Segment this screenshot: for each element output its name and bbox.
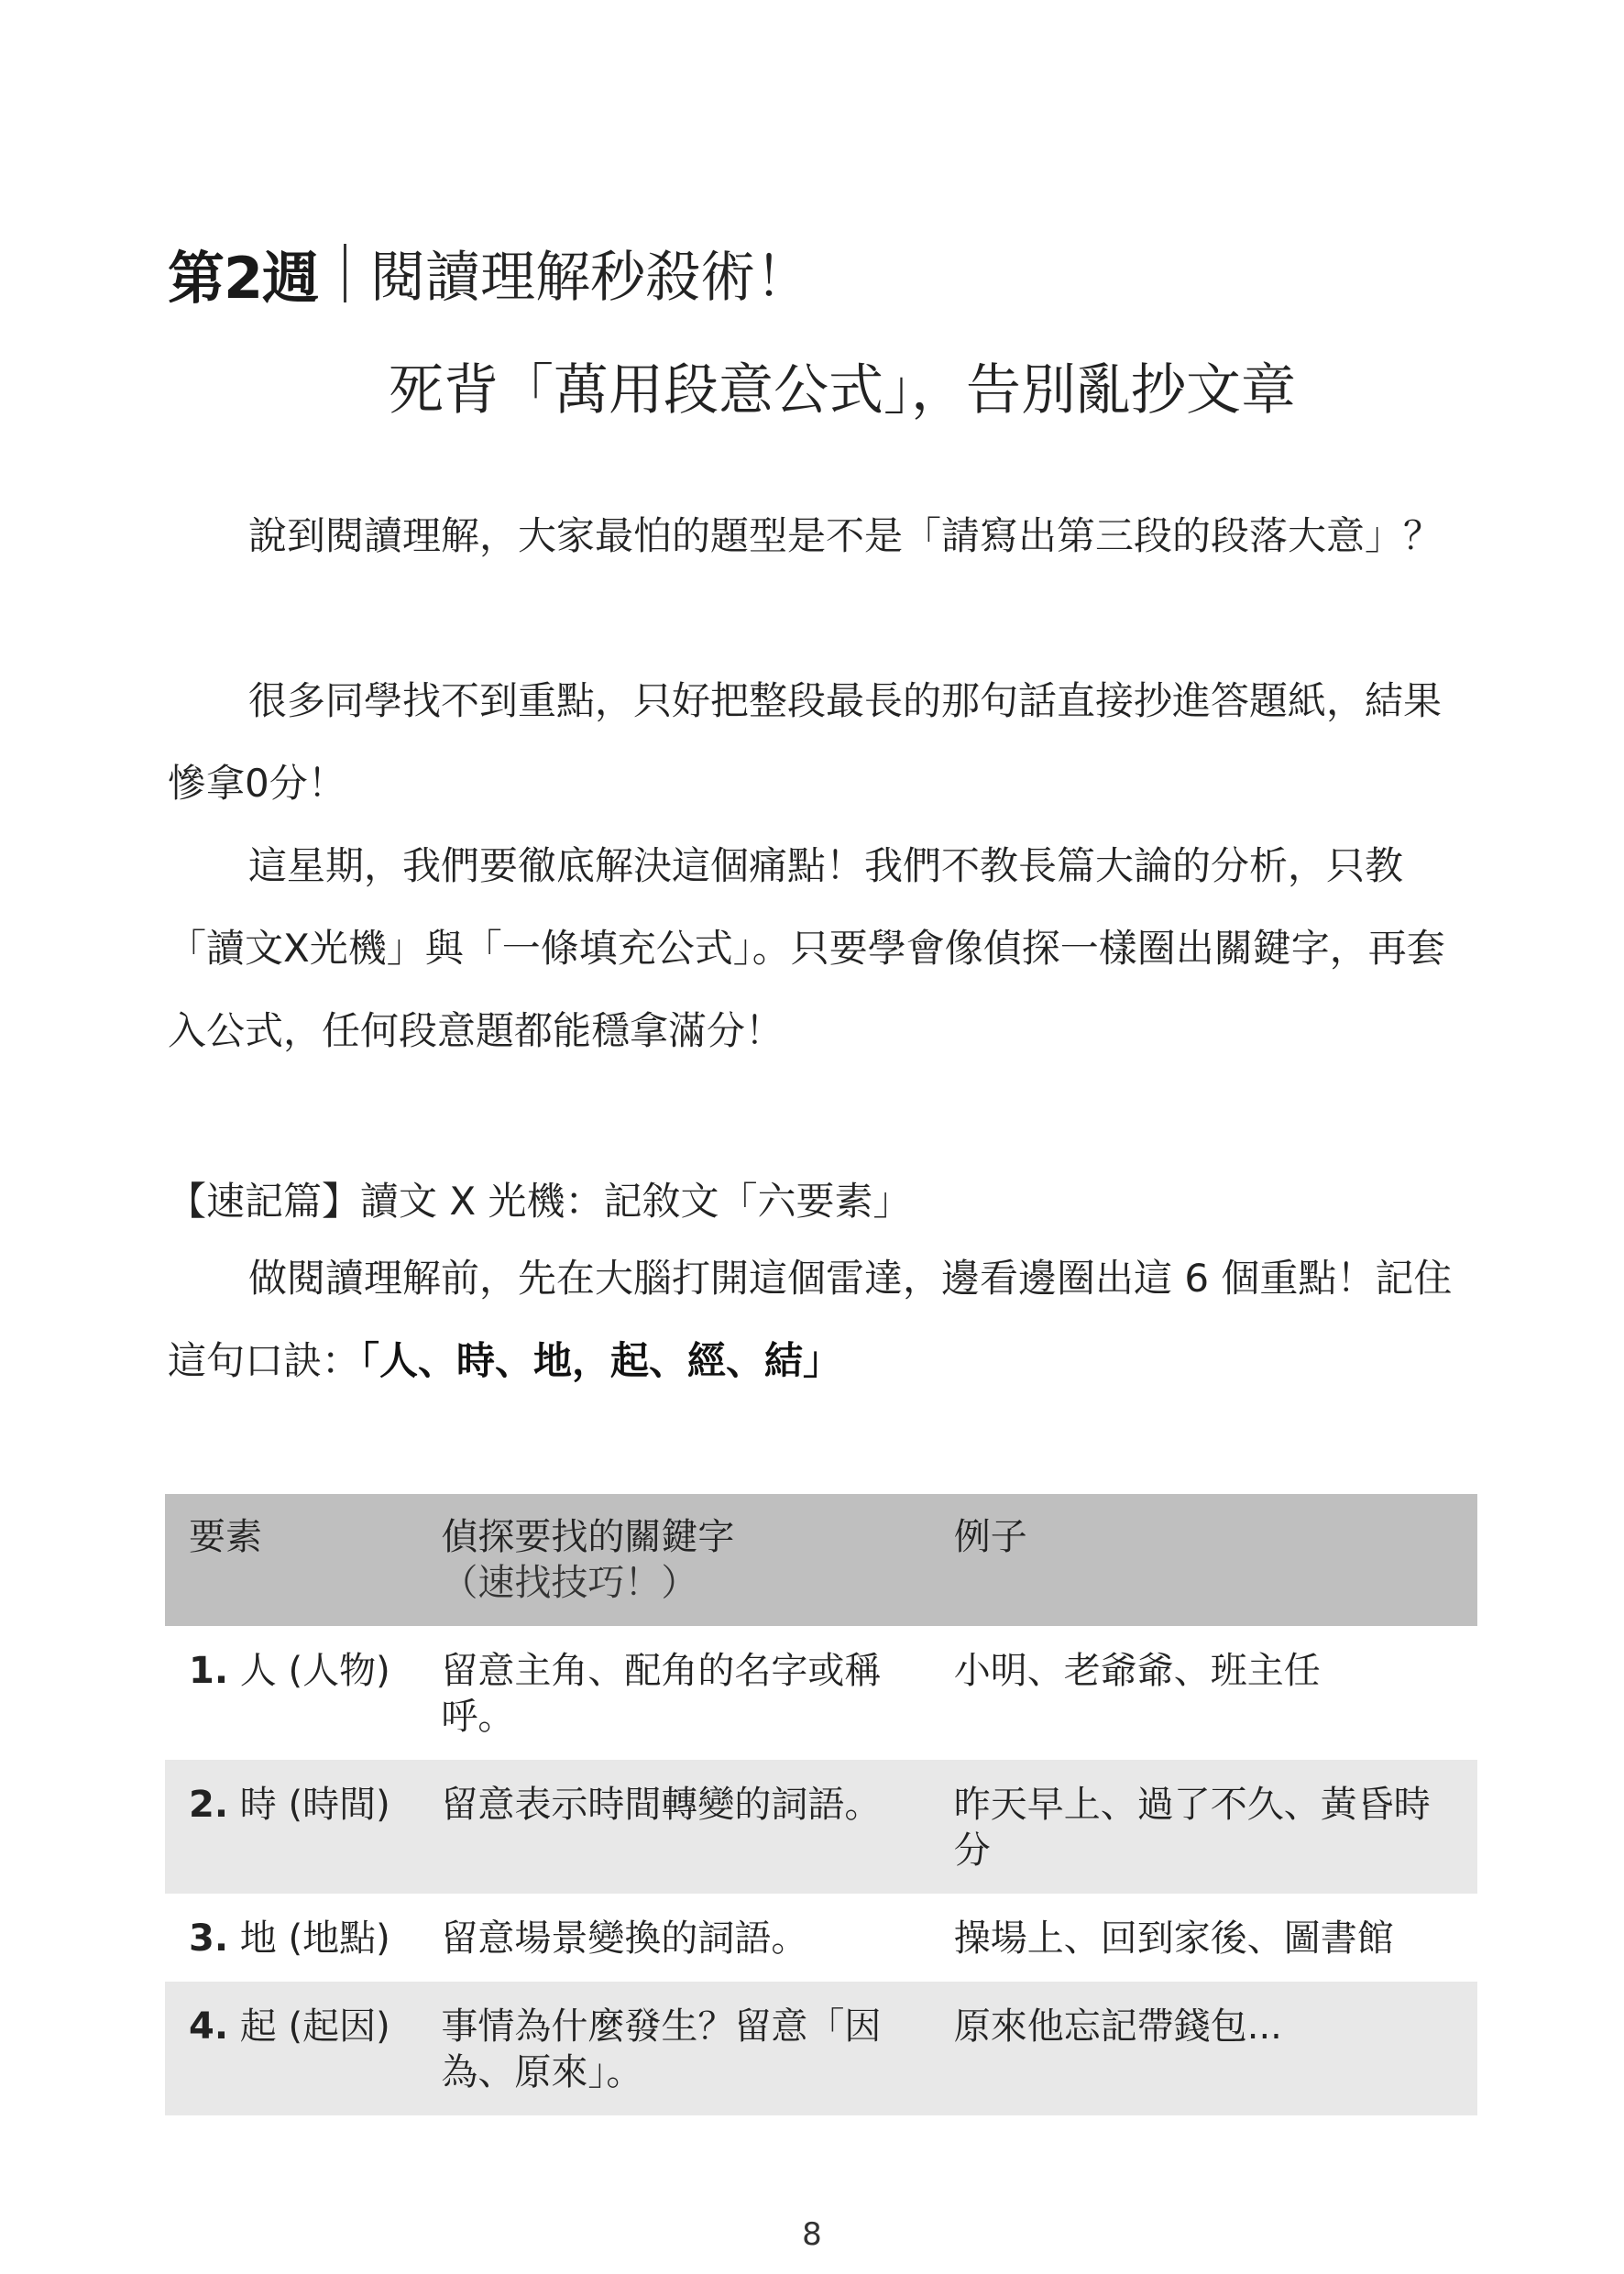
table-row: [165, 1626, 1477, 1760]
section-paragraph-text: 做閱讀理解前，先在大腦打開這個雷達，邊看邊圈出這 6 個重點！記住這句口訣：: [168, 1256, 1453, 1383]
header-keyword-title: 偵探要找的關鍵字: [441, 1516, 735, 1558]
row-element-name: 時 (時間): [239, 1784, 390, 1826]
intro-paragraph-2-text: 很多同學找不到重點，只好把整段最長的那句話直接抄進答題紙，結果慘拿0分！: [168, 678, 1443, 806]
header-element: 要素: [165, 1494, 417, 1626]
chapter-title-line-1: 閱讀理解秒殺術！: [370, 246, 811, 310]
section-paragraph: [168, 1237, 1469, 1402]
week-label: 第2週: [168, 244, 319, 312]
row-keyword: 事情為什麼發生？留意「因為、原來」。: [417, 1982, 929, 2115]
row-element-name: 起 (起因): [239, 2005, 390, 2048]
heading-divider: [344, 244, 346, 302]
row-element-name: 人 (人物): [239, 1650, 390, 1692]
row-example: 操場上、回到家後、圖書館: [953, 1917, 1394, 1960]
row-element: [165, 1760, 417, 1894]
page-number: 8: [802, 2216, 822, 2253]
intro-paragraph-3-text: 這星期，我們要徹底解決這個痛點！我們不教長篇大論的分析，只教「讀文X光機」與「一條填充公式」。只要學會像偵探一樣圈出關鍵字，再套入公式，任何段意題都能穩拿滿分！: [168, 843, 1445, 1053]
header-example: 例子: [930, 1494, 1477, 1626]
mnemonic-phrase: 「人、時、地，起、經、結」: [360, 1338, 842, 1383]
header-keyword: [417, 1494, 929, 1626]
row-example: 原來他忘記帶錢包...: [930, 1982, 1477, 2115]
table-row: [165, 1894, 1477, 1982]
table-header-row: [165, 1494, 1477, 1626]
row-keyword: 留意主角、配角的名字或稱呼。: [441, 1650, 882, 1738]
row-element-name: 地 (地點): [239, 1917, 390, 1960]
chapter-title-line-2: 死背「萬用段意公式」，告別亂抄文章: [389, 358, 1296, 423]
intro-paragraph-1-text: 說到閱讀理解，大家最怕的題型是不是「請寫出第三段的段落大意」？: [248, 513, 1443, 558]
intro-paragraph-1: [168, 495, 1469, 577]
chapter-heading: [168, 227, 810, 319]
row-number: 3.: [189, 1917, 229, 1960]
intro-paragraph-2: [168, 660, 1469, 825]
row-element: [165, 1982, 417, 2115]
table-row: [165, 1982, 1477, 2115]
row-example: 小明、老爺爺、班主任: [953, 1650, 1321, 1692]
row-keyword: 留意場景變換的詞語。: [441, 1917, 808, 1960]
row-number: 2.: [189, 1784, 229, 1826]
header-keyword-subtitle: （速找技巧！）: [441, 1562, 698, 1604]
row-element: [165, 1894, 417, 1982]
section-heading: 【速記篇】讀文 X 光機：記敘文「六要素」: [168, 1179, 912, 1224]
table-row: [165, 1760, 1477, 1894]
row-number: 4.: [189, 2005, 229, 2048]
row-number: 1.: [189, 1650, 229, 1692]
intro-paragraph-3: [168, 825, 1469, 1072]
row-keyword: 留意表示時間轉變的詞語。: [417, 1760, 929, 1894]
row-element: [165, 1626, 417, 1760]
six-elements-table: [165, 1494, 1477, 2115]
row-example: 昨天早上、過了不久、黃昏時分: [930, 1760, 1477, 1894]
